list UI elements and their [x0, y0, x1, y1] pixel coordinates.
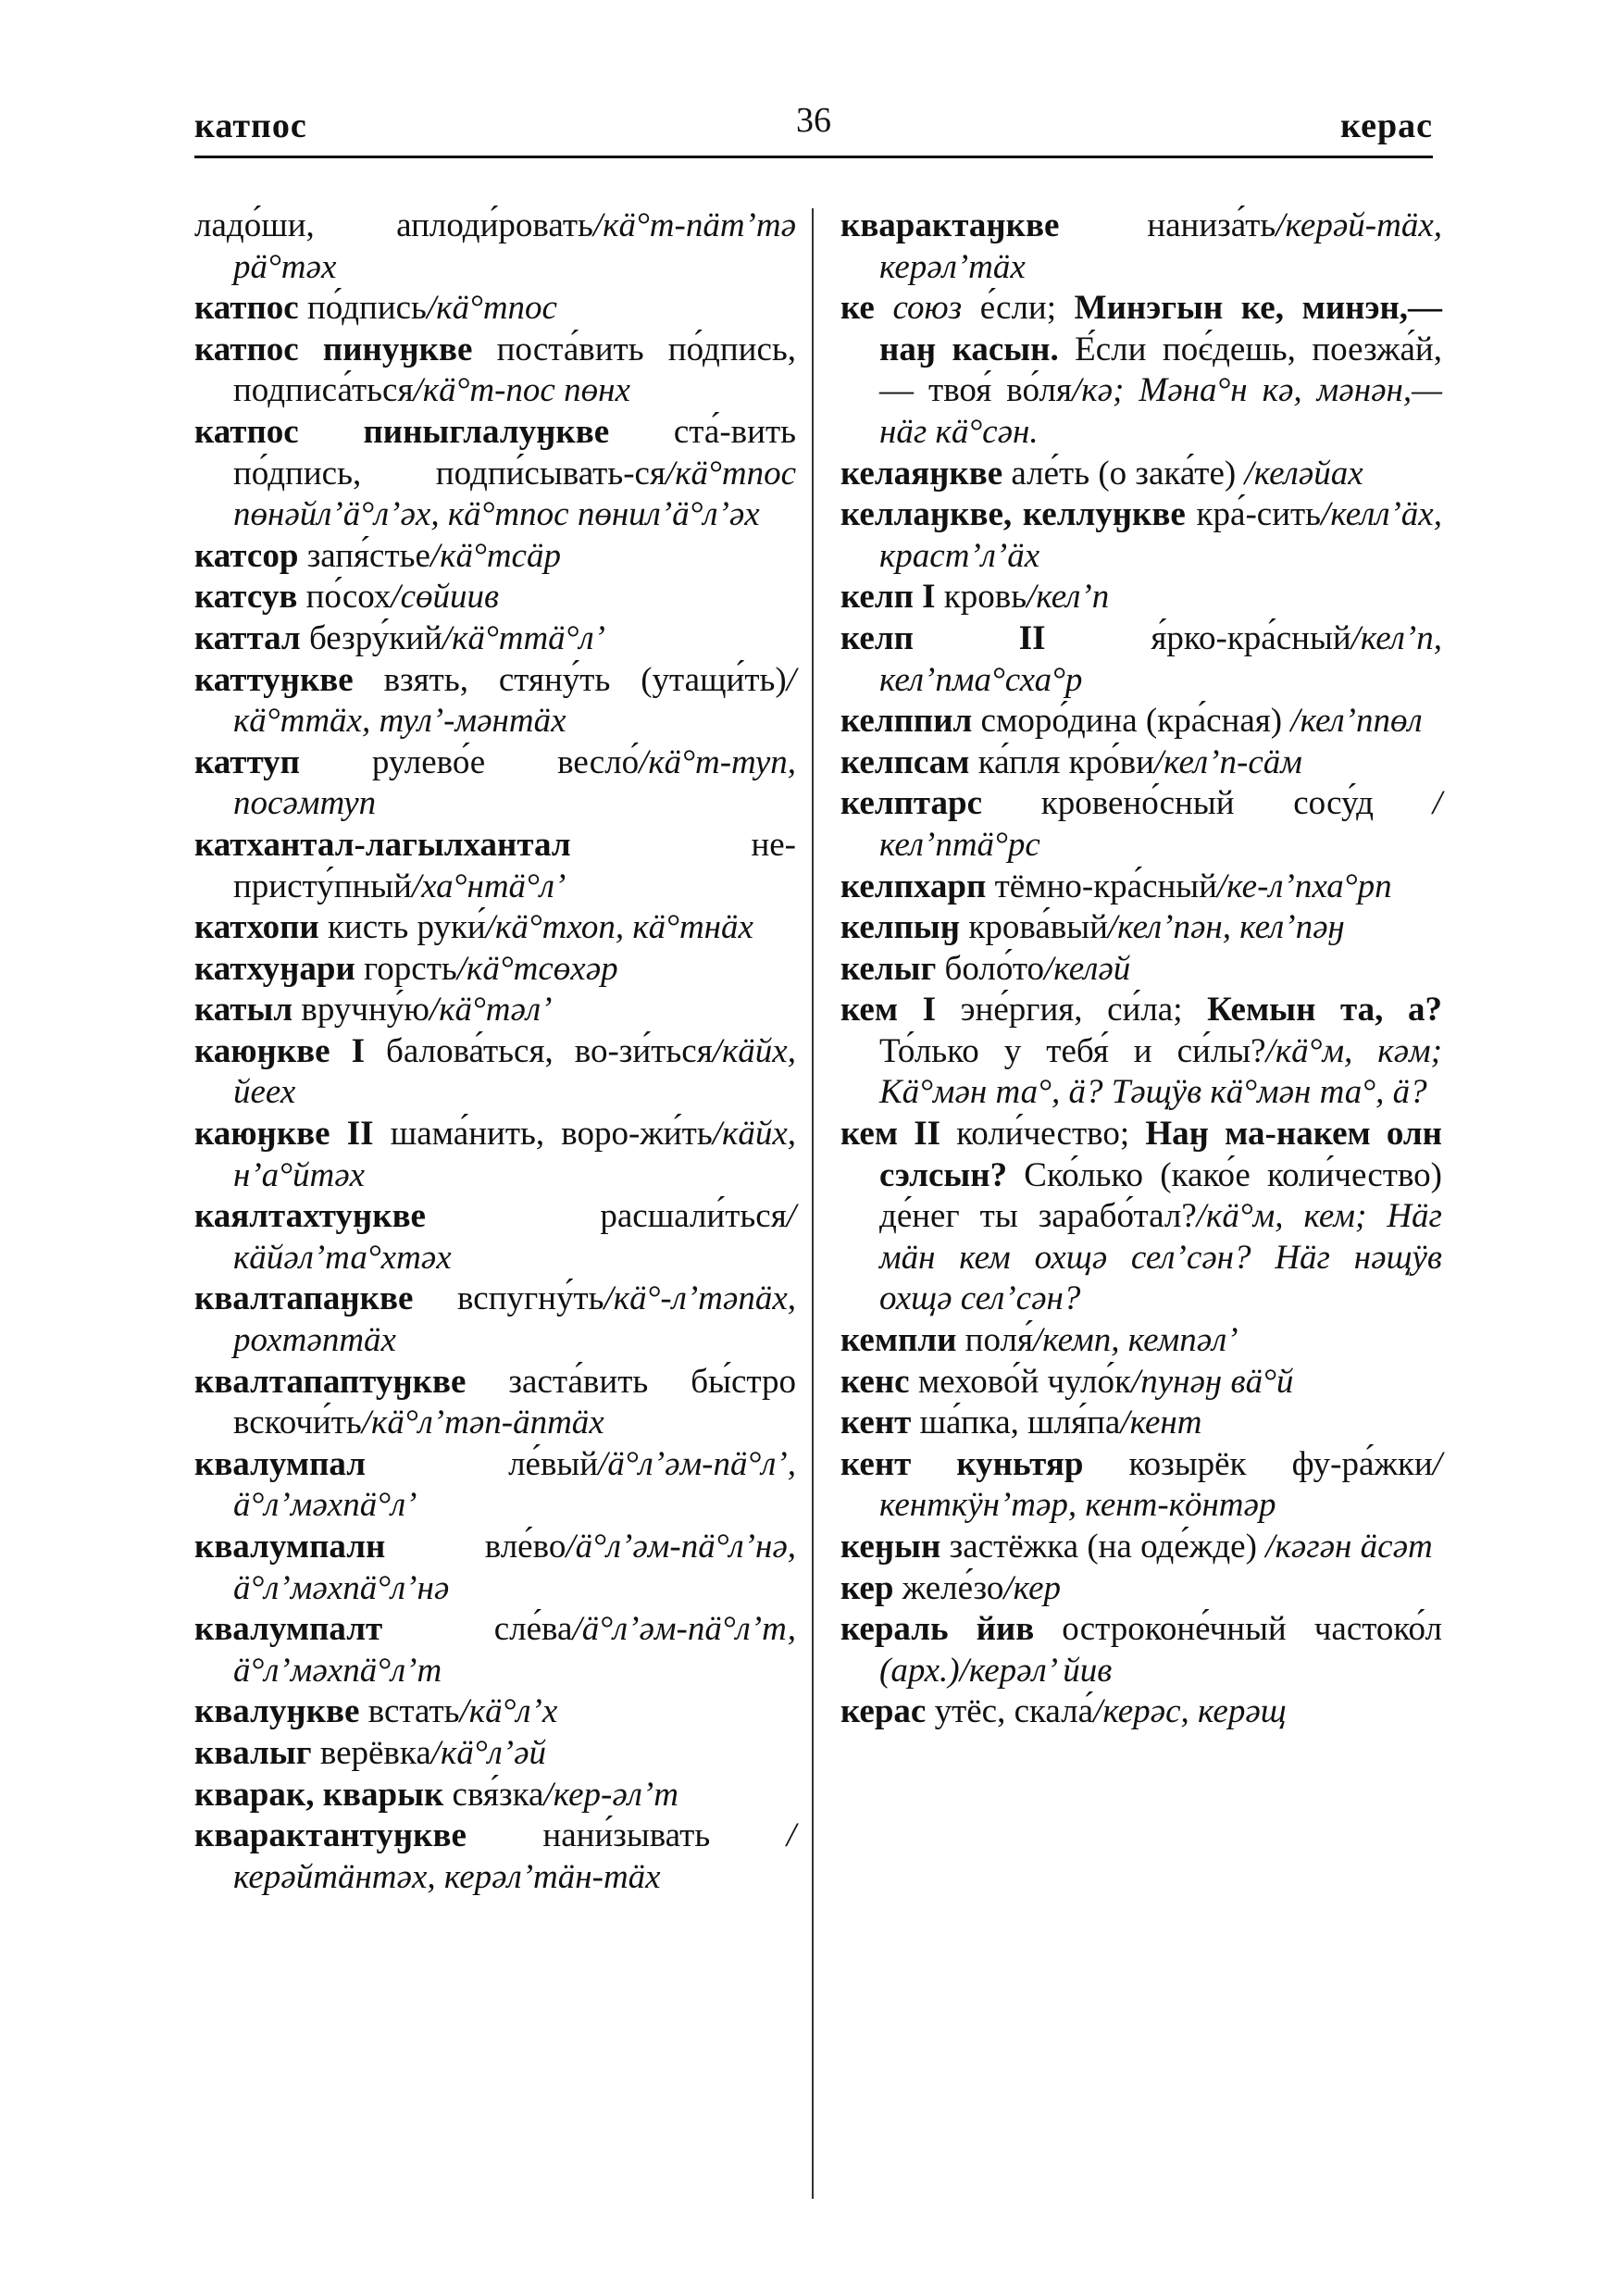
entry-translation: /ӓ°л’әм-пӓ°л’, ӓ°л’мәхпӓ°л’: [233, 1444, 796, 1525]
entry-translation: /кемп, кемпәл’: [1032, 1321, 1238, 1360]
dictionary-entry: [194, 288, 796, 330]
entry-headword: катхантал-лагылхантал: [194, 825, 571, 864]
entry-gloss: верёвка: [311, 1733, 431, 1772]
entry-translation: /ке-л’пха°рп: [1216, 867, 1392, 905]
entry-gloss: вспугну́ть: [413, 1279, 604, 1318]
entry-gloss: тёмно-кра́сный: [986, 867, 1217, 905]
entry-gloss: ле́вый: [366, 1444, 599, 1483]
dictionary-entry: [840, 1403, 1442, 1444]
dictionary-entry: [840, 1527, 1442, 1568]
entry-gloss: заста́вить бы́стро вскочи́ть: [233, 1362, 796, 1442]
dictionary-entry: [194, 536, 796, 578]
dictionary-entry: [840, 742, 1442, 784]
entry-gloss: козырёк фу-ра́жки: [1083, 1444, 1433, 1483]
entry-translation: /пунәӈ вӓ°й: [1130, 1362, 1294, 1401]
entry-gloss: рулево́е весло́: [299, 742, 640, 781]
entry-headword: келппил: [840, 702, 973, 741]
entry-gloss: сле́ва: [382, 1610, 573, 1649]
entry-gloss: поля́: [956, 1321, 1033, 1360]
dictionary-entry: [194, 1031, 796, 1114]
entry-headword: катпос пинуӈкве: [194, 330, 473, 368]
dictionary-entry: [840, 949, 1442, 991]
entry-gloss: утёс, скала́: [926, 1692, 1094, 1731]
entry-translation: /керәйтӓнтәх, керәл’тӓн-тӓх: [233, 1816, 796, 1896]
entry-gloss: нани́зывать: [466, 1816, 787, 1855]
entry-translation: /кӓ°т-пӓт’тә рӓ°тәх: [233, 206, 796, 286]
entry-gloss: але́ть (о зака́те): [1002, 454, 1245, 493]
entry-translation: /кӓ°тпос пөнәйл’ӓ°л’әх, кӓ°тпос пөнил’ӓ°л’әх: [233, 454, 796, 534]
entry-gloss: кра́-сить: [1185, 495, 1322, 534]
entry-gloss: расшали́ться: [425, 1197, 787, 1236]
dictionary-entry: [840, 701, 1442, 742]
entry-gloss: [875, 289, 893, 327]
dictionary-entry: [840, 618, 1442, 701]
left-column: [194, 206, 796, 1898]
entry-gloss: ша́пка, шля́па: [911, 1404, 1121, 1442]
entry-example: Кемын та, а?: [1207, 991, 1442, 1029]
entry-headword: кераль йив: [840, 1610, 1035, 1649]
entry-translation: /керәй-тӓх, керәл’тӓх: [879, 206, 1442, 286]
dictionary-entry: [840, 1609, 1442, 1691]
entry-translation: /кӓ°ттӓ°л’: [442, 618, 605, 657]
entry-example-translation: /кӓ°м, кәм; Кӓ°мән та°, ӓ? Тәщӱв кӓ°мән та°, ӓ?: [879, 1031, 1442, 1112]
dictionary-entry: [194, 412, 796, 536]
entry-headword: кварактантуӈкве: [194, 1816, 467, 1855]
entry-translation: /кӓ°-л’тәпӓх, рохтәптӓх: [233, 1279, 796, 1360]
entry-gloss: вручну́ю: [292, 991, 429, 1029]
entry-headword: кварактаӈкве: [840, 206, 1060, 244]
dictionary-entry: [194, 1775, 796, 1816]
entry-gloss: по́сох: [297, 578, 392, 617]
dictionary-entry: [194, 949, 796, 991]
entry-headword: келыг: [840, 949, 937, 988]
entry-translation: /кӓ°тәл’: [429, 991, 553, 1029]
dictionary-entry: [194, 742, 796, 825]
entry-translation: /ӓ°л’әм-пӓ°л’нә, ӓ°л’мәхпӓ°л’нә: [233, 1528, 796, 1607]
entry-gloss: балова́ться, во-зи́ться: [365, 1031, 713, 1070]
entry-headword: каттал: [194, 618, 301, 657]
entry-translation: /кӓ°л’әй: [430, 1733, 547, 1772]
entry-headword: квалумпалн: [194, 1528, 386, 1566]
entry-headword: кварак, кварык: [194, 1775, 444, 1814]
entry-headword: квалтапаӈкве: [194, 1279, 414, 1318]
entry-headword: келаяӈкве: [840, 454, 1003, 493]
entry-headword: келпыӈ: [840, 908, 961, 947]
entry-gloss: мехово́й чуло́к: [909, 1362, 1131, 1401]
entry-translation: /кӓ°тхоп, кӓ°тнӓх: [485, 908, 753, 947]
dictionary-entry: [840, 1114, 1442, 1320]
entry-example-gloss: Е́сли поє́дешь, поезжа́й,— твоя́ во́ля: [879, 330, 1442, 410]
entry-gloss: вле́во: [385, 1528, 566, 1566]
entry-headword: кем I: [840, 991, 937, 1029]
entry-headword: кер: [840, 1568, 894, 1607]
entry-gloss: сморо́дина (кра́сная): [972, 702, 1291, 741]
entry-translation: /сөйиив: [391, 578, 500, 617]
entry-translation: /кер-әл’т: [543, 1775, 678, 1814]
entry-gloss: я́рко-кра́сный: [1045, 618, 1351, 657]
entry-example: Наӈ ма-накем олн сэлсын?: [879, 1115, 1442, 1194]
dictionary-entry: [840, 1691, 1442, 1733]
entry-example-gloss: То́лько у тебя́ и си́лы?: [879, 1031, 1266, 1070]
entry-headword: кент: [840, 1404, 912, 1442]
dictionary-entry: [194, 206, 796, 288]
entry-headword: каттуп: [194, 742, 300, 781]
entry-headword: катхопи: [194, 908, 319, 947]
entry-gloss: ладо́ши, аплоди́ровать: [194, 206, 593, 244]
entry-gloss: по́дпись: [298, 289, 427, 328]
dictionary-entry: [840, 494, 1442, 577]
entry-gloss: кровено́сный сосу́д: [982, 784, 1433, 823]
entry-translation: /кел’птӓ°рс: [879, 784, 1442, 864]
dictionary-entry: [194, 618, 796, 660]
dictionary-entry: [840, 1444, 1442, 1527]
entry-translation: /кӓйх, йеех: [233, 1031, 796, 1112]
dictionary-entry: [194, 577, 796, 618]
page-number: 36: [796, 101, 831, 140]
entry-translation: /кел’п-сӓм: [1153, 742, 1302, 781]
entry-headword: катхуӈари: [194, 949, 355, 988]
entry-translation: /ӓ°л’әм-пӓ°л’т, ӓ°л’мәхпӓ°л’т: [233, 1610, 796, 1690]
entry-example: Минэгын ке, минэн,— наӈ касын.: [879, 289, 1443, 368]
entry-headword: квалумпал: [194, 1444, 366, 1483]
dictionary-entry: [194, 990, 796, 1031]
entry-gloss: кисть руки́: [318, 908, 486, 947]
dictionary-entry: [194, 907, 796, 949]
dictionary-entry: [194, 1816, 796, 1898]
entry-headword: келп II: [840, 618, 1046, 657]
column-divider: [812, 208, 814, 2199]
entry-translation: /кел’ппөл: [1290, 702, 1423, 741]
dictionary-entry: [194, 1691, 796, 1733]
entry-translation: /кӓ°т-туп, посәмтуп: [233, 742, 796, 823]
entry-translation: /кӓ°л’х: [459, 1692, 558, 1731]
entry-gloss: е́сли;: [962, 289, 1075, 328]
dictionary-entry: [840, 990, 1442, 1114]
entry-headword: катсор: [194, 536, 299, 575]
entry-translation: /кер: [1003, 1568, 1061, 1607]
entry-headword: квалыг: [194, 1733, 312, 1772]
entry-headword: кеӈын: [840, 1528, 941, 1566]
entry-headword: кемпли: [840, 1321, 957, 1360]
entry-gloss: крова́вый: [960, 908, 1108, 947]
entry-gloss: поста́вить по́дпись, подписа́ться: [233, 330, 796, 410]
dictionary-entry: [840, 1568, 1442, 1610]
dictionary-entry: [840, 1320, 1442, 1362]
entry-headword: келлаӈкве, келлуӈкве: [840, 495, 1186, 534]
entry-translation: /келәй: [1044, 949, 1131, 988]
dictionary-entry: [840, 206, 1442, 288]
entry-translation: /кӓ°ттӓх, тул’-мәнтӓх: [233, 660, 796, 741]
entry-example-translation: /кә; Мәна°н кә, мәнән,— нӓг кӓ°сән.: [879, 371, 1442, 451]
entry-example-translation: /кӓ°м, кем; Нӓг мӓн кем охщә сел’сән? Нӓг нәщӱв охщә сел’сән?: [879, 1197, 1442, 1318]
entry-translation: /кел’пән, кел’пәӈ: [1107, 908, 1345, 947]
dictionary-entry: [194, 1527, 796, 1609]
dictionary-entry: [840, 907, 1442, 949]
entry-gloss: горсть: [355, 949, 457, 988]
entry-headword: келпхарп: [840, 867, 987, 905]
entry-gloss: боло́то: [936, 949, 1045, 988]
right-column: [840, 206, 1442, 1733]
entry-headword: келп I: [840, 578, 936, 617]
entry-headword: келпсам: [840, 742, 970, 781]
entry-translation: /келәйах: [1244, 454, 1363, 493]
entry-gloss: наниза́ть: [1059, 206, 1276, 244]
dictionary-entry: [840, 577, 1442, 618]
entry-gloss: не-присту́пный: [233, 825, 796, 905]
dictionary-entry: [194, 1196, 796, 1279]
entry-gloss: ка́пля кро́ви: [969, 742, 1154, 781]
entry-headword: катпос пиныглалуӈкве: [194, 412, 610, 451]
entry-headword: кенс: [840, 1362, 910, 1401]
entry-gloss: встать: [359, 1692, 460, 1731]
entry-headword: каюӈкве I: [194, 1031, 365, 1070]
entry-translation: /кӓ°тсөхәр: [456, 949, 618, 988]
entry-translation: /кӓ°т-пос пөнх: [413, 371, 630, 410]
entry-translation: /кенткӱн’тәр, кент-кӧнтәр: [879, 1444, 1442, 1525]
header-rule: [194, 156, 1433, 158]
entry-headword: квалумпалт: [194, 1610, 383, 1649]
entry-gloss: остроконе́чный частоко́л: [1034, 1610, 1442, 1649]
entry-headword: ке: [840, 289, 875, 328]
entry-gloss: шама́нить, воро-жи́ть: [373, 1115, 713, 1154]
entry-headword: келптарс: [840, 784, 983, 823]
dictionary-entry: [840, 1362, 1442, 1404]
entry-headword: керас: [840, 1692, 927, 1731]
dictionary-entry: [194, 825, 796, 907]
entry-translation: /кӓ°л’тәп-ӓптӓх: [361, 1404, 604, 1442]
entry-headword: каттуӈкве: [194, 660, 354, 699]
entry-translation: (арх.)/керәл’ йив: [879, 1651, 1113, 1690]
dictionary-entry: [194, 1279, 796, 1361]
entry-headword: квалуӈкве: [194, 1692, 360, 1731]
entry-translation: /кӓ°тпос: [426, 289, 557, 328]
entry-headword: катпос: [194, 289, 299, 328]
entry-headword: каюӈкве II: [194, 1115, 374, 1154]
dictionary-entry: [194, 1444, 796, 1527]
entry-gloss: коли́чество;: [940, 1115, 1146, 1154]
entry-translation: /кӓйх, н’а°йтәх: [233, 1115, 796, 1194]
dictionary-entry: [194, 1362, 796, 1444]
entry-example-gloss: Ско́лько (како́е коли́чество) де́нег ты зарабо́тал?: [879, 1155, 1442, 1236]
dictionary-entry: [194, 330, 796, 412]
dictionary-entry: [840, 867, 1442, 908]
entry-gloss: свя́зка: [443, 1775, 544, 1814]
entry-translation: /кӓ°тсӓр: [429, 536, 561, 575]
dictionary-entry: [840, 783, 1442, 866]
entry-gloss: застёжка (на оде́жде): [940, 1528, 1266, 1566]
dictionary-entry: [194, 1114, 796, 1196]
entry-translation: /кент: [1120, 1404, 1202, 1442]
dictionary-entry: [194, 660, 796, 742]
entry-gloss: эне́ргия, си́ла;: [936, 991, 1208, 1029]
entry-gloss: желе́зо: [893, 1568, 1004, 1607]
right-running-headword: керас: [1340, 106, 1433, 145]
entry-translation: /ха°нтӓ°л’: [411, 867, 566, 905]
entry-translation: союз: [892, 289, 963, 328]
dictionary-entry: [840, 454, 1442, 495]
entry-gloss: взять, стяну́ть (утащи́ть): [353, 660, 787, 699]
entry-headword: квалтапаптуӈкве: [194, 1362, 467, 1401]
entry-headword: каялтахтуӈкве: [194, 1197, 426, 1236]
entry-gloss: безру́кий: [300, 618, 442, 657]
entry-gloss: ста́-вить по́дпись, подпи́сывать-ся: [233, 412, 796, 493]
entry-translation: /кел’п, кел’пма°сха°р: [879, 618, 1442, 699]
left-running-headword: катпос: [194, 106, 307, 145]
entry-translation: /керәс, керәщ: [1093, 1692, 1287, 1731]
entry-translation: /кӓйәл’та°хтәх: [233, 1197, 796, 1277]
entry-headword: катыл: [194, 991, 293, 1029]
entry-gloss: запя́стье: [298, 536, 430, 575]
entry-headword: катсув: [194, 578, 298, 617]
dictionary-entry: [194, 1609, 796, 1691]
entry-translation: /кел’п: [1027, 578, 1110, 617]
entry-headword: кем II: [840, 1115, 941, 1154]
entry-translation: /кәгән ӓсәт: [1265, 1528, 1433, 1566]
dictionary-entry: [194, 1733, 796, 1775]
entry-gloss: кровь: [935, 578, 1027, 617]
dictionary-entry: [840, 288, 1442, 453]
entry-headword: кент куньтяр: [840, 1444, 1084, 1483]
entry-translation: /келл’ӓх, краст’л’ӓх: [879, 495, 1442, 575]
